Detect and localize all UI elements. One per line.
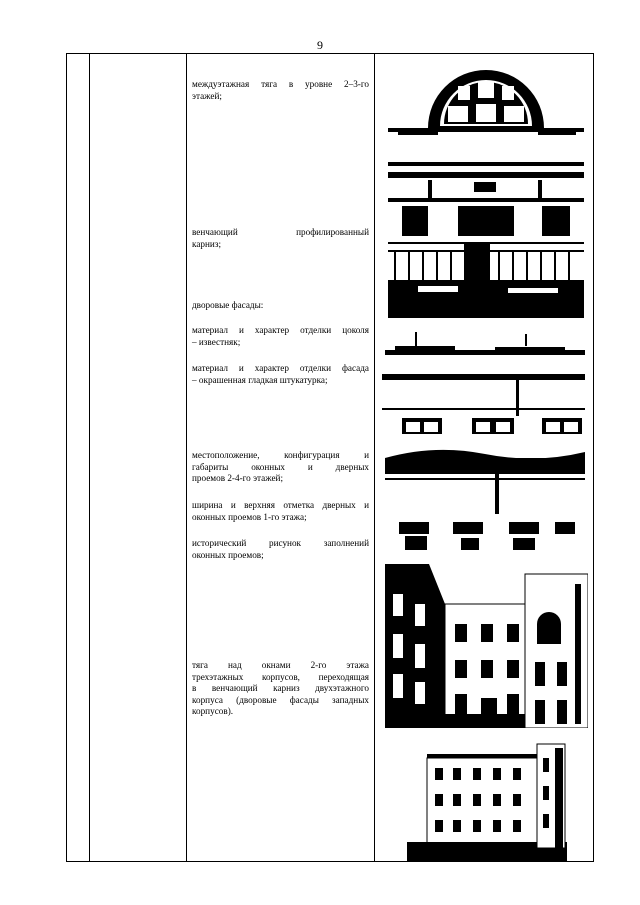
feature-ground-floor-openings	[192, 500, 369, 523]
text-line: местоположение, конфигурация и	[192, 450, 369, 460]
table-column-divider	[186, 54, 187, 861]
page-number: 9	[317, 38, 323, 52]
feature-plinth-finish	[192, 325, 369, 348]
text-line: венчающий профилированный	[192, 227, 369, 237]
text-line: материал и характер отделки фасада	[192, 363, 369, 373]
text-line: оконных проемов;	[192, 549, 264, 560]
text-line: – окрашенная гладкая штукатурка;	[192, 374, 328, 385]
text-line: этажей;	[192, 90, 222, 101]
balcony-facade-photo	[388, 162, 584, 318]
text-line: корпуса (дворовые фасады западных	[192, 694, 369, 705]
courtyard-facades-heading	[192, 300, 369, 312]
window-openings-photo	[382, 372, 585, 438]
feature-openings-location	[192, 450, 369, 485]
text-line: материал и характер отделки цоколя	[192, 325, 369, 335]
text-line: проемов 2-4-го этажей;	[192, 473, 283, 484]
courtyard-buildings-photo	[407, 738, 567, 862]
arched-window-photo	[388, 58, 584, 138]
text-line: ширина и верхняя отметка дверных и	[192, 500, 369, 510]
courtyard-perspective-photo	[385, 564, 588, 728]
feature-crowning-cornice	[192, 227, 369, 250]
feature-band-over-second-floor	[192, 660, 369, 718]
text-line: габариты оконных и дверных	[192, 461, 369, 472]
text-line: исторический рисунок заполнений	[192, 538, 369, 548]
text-line: корпусов).	[192, 706, 234, 717]
feature-window-fill-pattern	[192, 538, 369, 561]
protected-features-table	[66, 53, 594, 862]
table-column-divider	[374, 54, 375, 861]
feature-facade-finish	[192, 363, 369, 386]
text-line: оконных проемов 1-го этажа;	[192, 511, 307, 522]
plinth-cornice-photo	[385, 330, 585, 362]
feature-intercornice-band	[192, 79, 369, 102]
text-line: карниз;	[192, 238, 222, 249]
text-line: междуэтажная тяга в уровне 2–3-го	[192, 79, 369, 89]
courtyard-facades-photo	[385, 448, 585, 552]
text-line: дворовые фасады:	[192, 300, 264, 310]
text-line: – известняк;	[192, 336, 241, 347]
text-line: тяга над окнами 2-го этажа	[192, 660, 369, 670]
text-line: в венчающий карниз двухэтажного	[192, 683, 369, 694]
text-line: трехэтажных корпусов, переходящая	[192, 671, 369, 682]
table-column-divider	[89, 54, 90, 861]
